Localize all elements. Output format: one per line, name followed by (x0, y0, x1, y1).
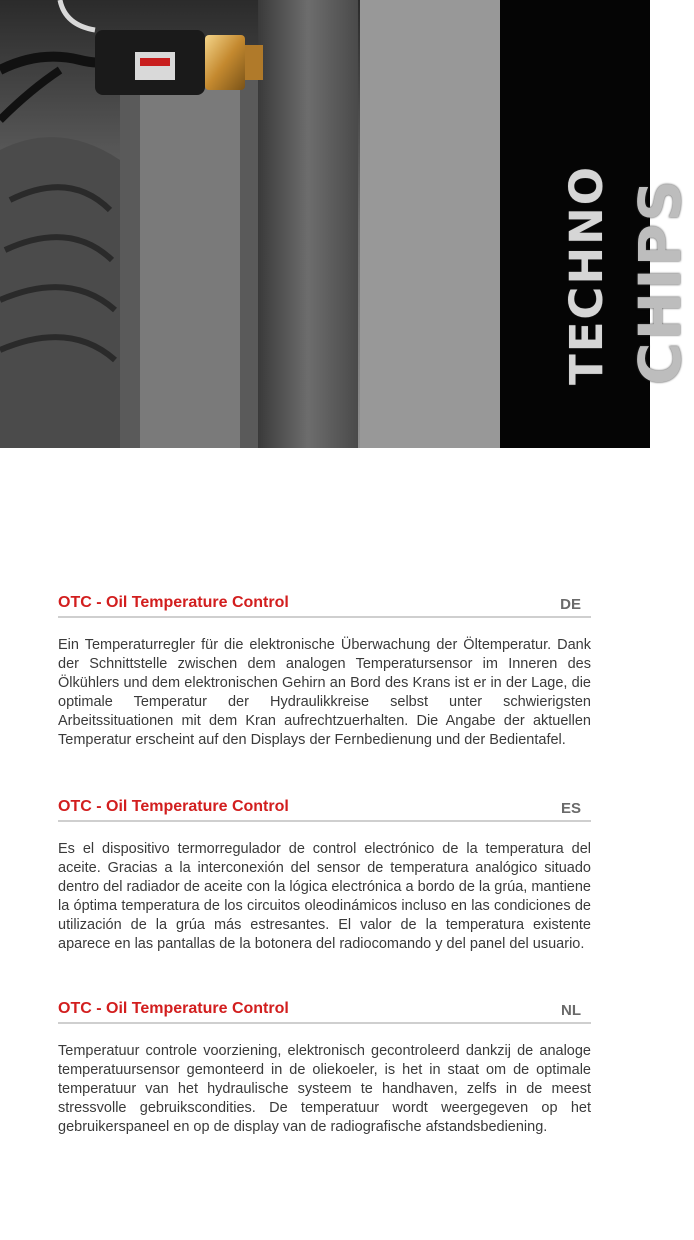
hero-banner (0, 0, 694, 448)
language-code: ES (560, 800, 581, 817)
section-header (58, 1000, 591, 1024)
section-es (58, 798, 591, 954)
section-nl (58, 1000, 591, 1137)
section-text: Ein Temperaturregler für die elektronische Überwachung der Öltemperatur. Dank der Schnittstelle zwischen dem analogen Temperatursensor im Inneren des Ölkühlers und dem elektronischen Gehirn an Bord des Krans ist er in der Lage, die optimale Temperatur der Hydraulikkreise selbst unter schwierigsten Arbeitssituationen mit dem Kran aufrechtzuerhalten. Die Angabe der aktuellen Temperatur erscheint auf den Displays der Fernbedienung und der Bedientafel. (58, 637, 591, 748)
section-header (58, 798, 591, 822)
brand-chips-text: CHIPS (626, 178, 694, 385)
section-title: OTC - Oil Temperature Control (58, 798, 289, 815)
product-photo (0, 0, 500, 448)
section-text: Es el dispositivo termorregulador de control electrónico de la temperatura del aceite. Gracias a la interconexión del sensor de temperatura analógico situado dentro del radiador de aceite con la lógica electrónica a bordo de la grúa, mantiene la óptima temperatura de los circuitos oleodinámicos incluso en las condiciones de utilización de la grúa más estresantes. El valor de la temperatura existente aparece en las pantallas de la botonera del radiocomando y del panel del usuario. (58, 841, 591, 952)
section-title: OTC - Oil Temperature Control (58, 594, 289, 611)
section-text: Temperatuur controle voorziening, elektronisch gecontroleerd dankzij de analoge temperatuursensor gemonteerd in de oliekoeler, is het in staat om de optimale temperatuur van het hydraulische systeem te handhaven, zelfs in de meest stressvolle gebruikscondities. De temperatuur wordt weergegeven op het gebruikerspaneel en op de display van de radiografische afstandsbediening. (58, 1043, 591, 1135)
language-code: DE (560, 596, 581, 613)
section-header (58, 594, 591, 618)
language-code: NL (561, 1002, 581, 1019)
brand-techno-text: TECHNO (560, 164, 613, 385)
section-title: OTC - Oil Temperature Control (58, 1000, 289, 1017)
section-de (58, 594, 591, 750)
oil-cooler-illustration (0, 0, 500, 448)
